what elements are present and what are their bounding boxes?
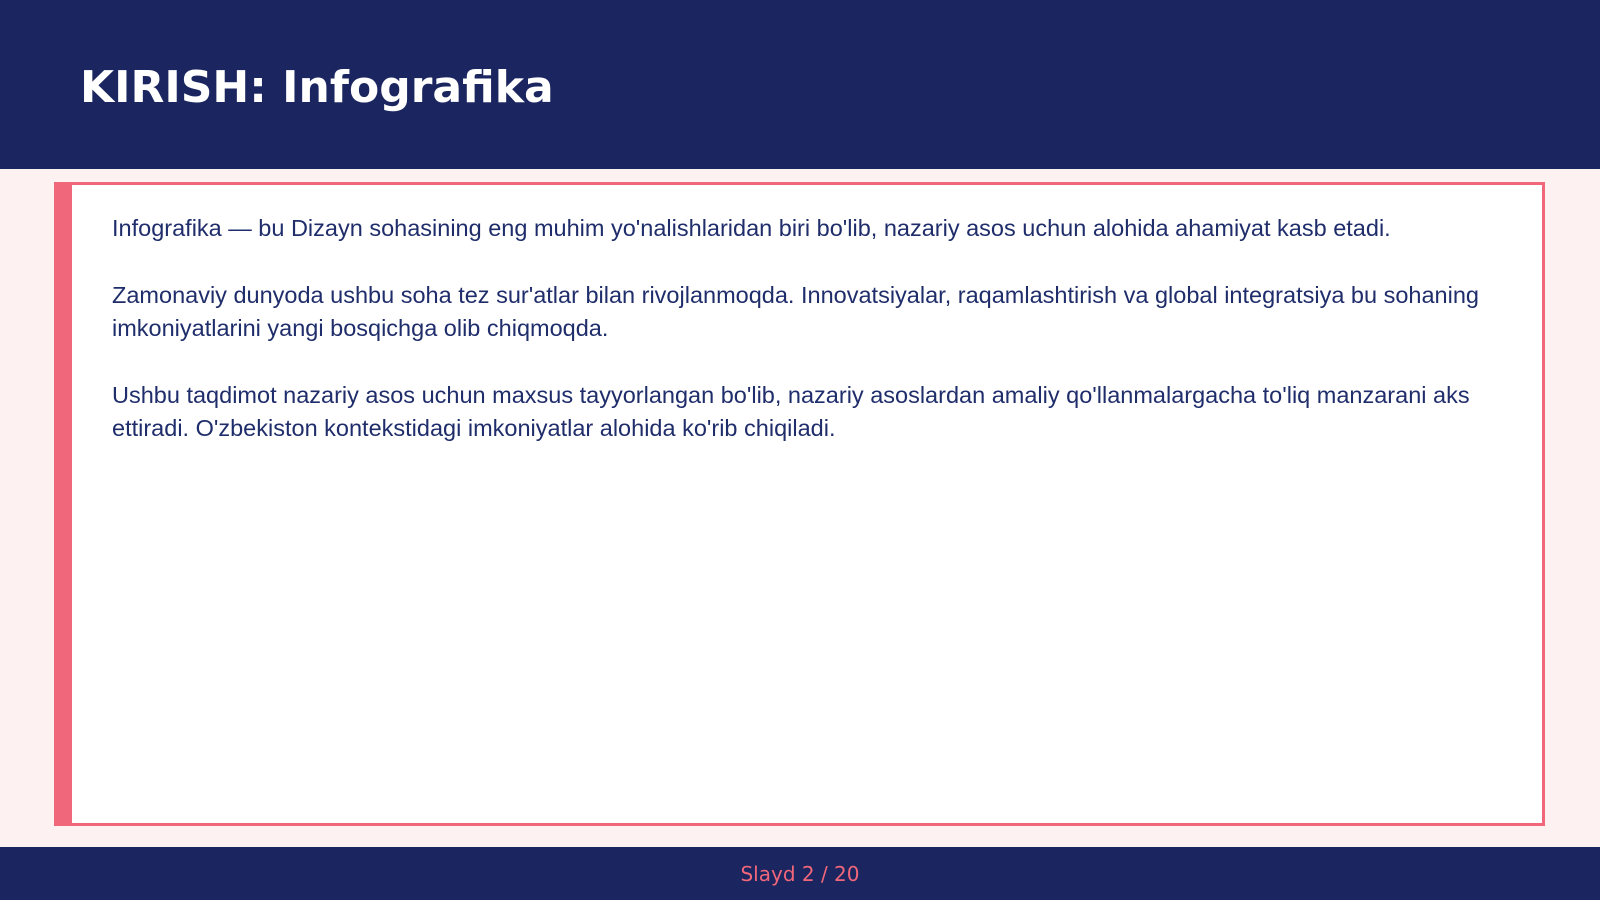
slide-footer <box>0 847 1600 900</box>
slide-title: KIRISH: Infografika <box>80 62 554 113</box>
slide-header <box>0 0 1600 169</box>
paragraph-list <box>112 212 1522 479</box>
intro-paragraph: Infografika — bu Dizayn sohasining eng muhim yo'nalishlaridan biri bo'lib, nazariy asos uchun alohida ahamiyat kasb etadi. <box>112 215 1391 241</box>
slide-counter: Slayd 2 / 20 <box>740 862 860 886</box>
presentation-paragraph: Ushbu taqdimot nazariy asos uchun maxsus tayyorlangan bo'lib, nazariy asoslardan amaliy qo'llanmalargacha to'liq manzarani aks ettiradi. O'zbekiston kontekstidagi imkoniyatlar alohida ko'rib chiqiladi. <box>112 382 1470 441</box>
development-paragraph: Zamonaviy dunyoda ushbu soha tez sur'atlar bilan rivojlanmoqda. Innovatsiyalar, raqamlashtirish va global integratsiya bu sohaning imkoniyatlarini yangi bosqichga olib chiqmoqda. <box>112 282 1479 341</box>
content-card <box>54 182 1545 826</box>
